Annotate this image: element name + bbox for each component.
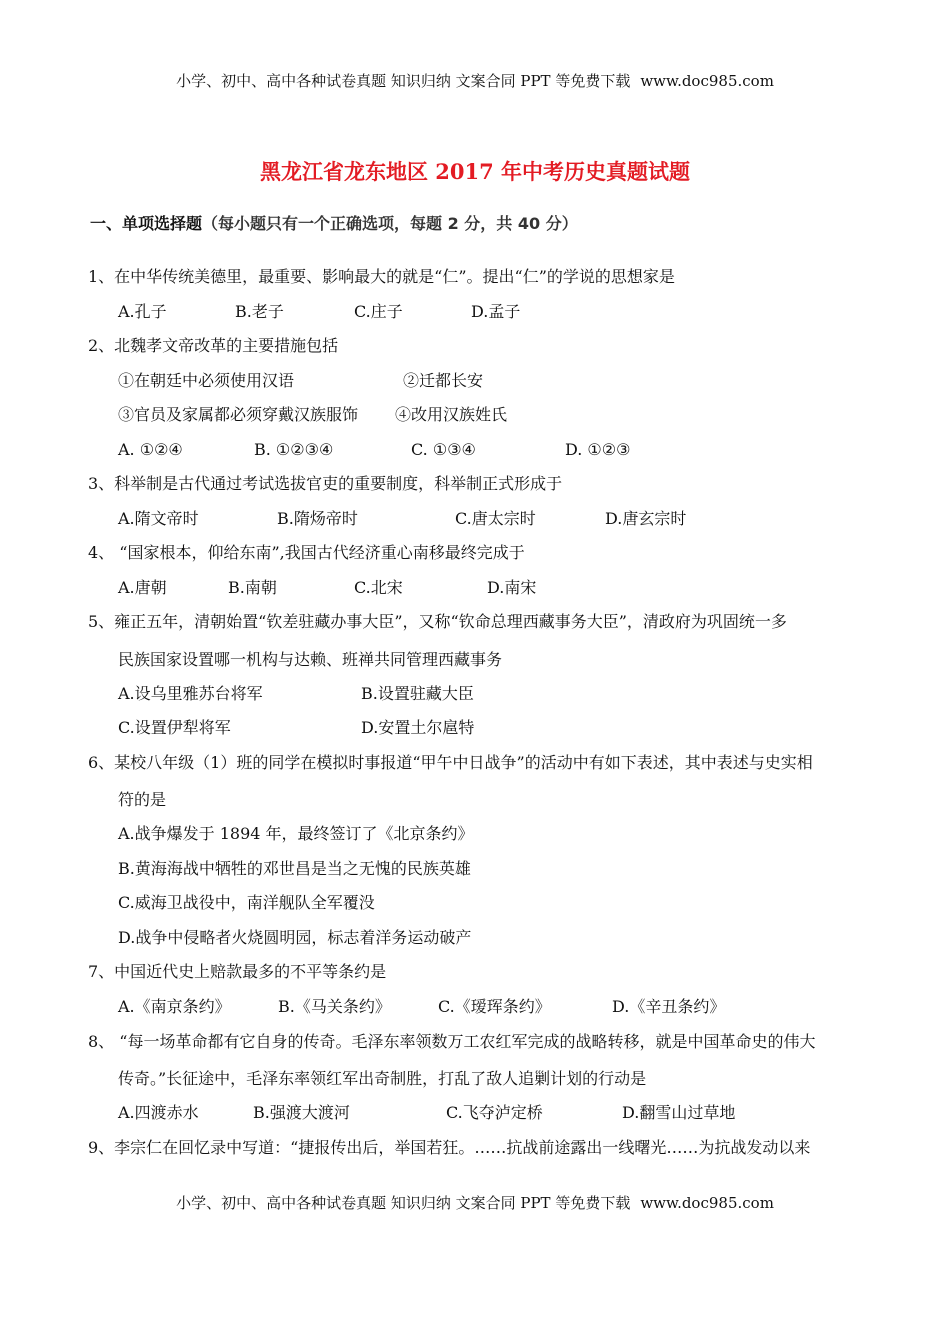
option: D.战争中侵略者火烧圆明园，标志着洋务运动破产 [118, 928, 472, 947]
question-stem: 9、李宗仁在回忆录中写道：“捷报传出后，举国若狂。……抗战前途露出一线曙光……为抗战发动以来 [88, 1138, 811, 1157]
option: A. ①②④ [118, 440, 183, 459]
option: C. ①③④ [411, 440, 476, 459]
option: A.唐朝 [118, 578, 167, 597]
page-header [0, 70, 950, 91]
question-stem: 4、 “国家根本，仰给东南”,我国古代经济重心南移最终完成于 [88, 543, 525, 562]
option: B.南朝 [228, 578, 277, 597]
option: B.设置驻藏大臣 [361, 684, 474, 703]
question-stem: 5、雍正五年，清朝始置“钦差驻藏办事大臣”，又称“钦命总理西藏事务大臣”，清政府为巩固统一多 [88, 612, 787, 631]
option: B.黄海海战中牺牲的邓世昌是当之无愧的民族英雄 [118, 859, 471, 878]
option: C.北宋 [354, 578, 403, 597]
header-text: 小学、初中、高中各种试卷真题 知识归纳 文案合同 PPT 等免费下载 [176, 72, 631, 90]
statement-item: ④改用汉族姓氏 [395, 405, 508, 424]
footer-url[interactable]: www.doc985.com [640, 1194, 774, 1212]
option: C.威海卫战役中，南洋舰队全军覆没 [118, 893, 375, 912]
question-stem: 7、中国近代史上赔款最多的不平等条约是 [88, 962, 387, 981]
option: A.设乌里雅苏台将军 [118, 684, 263, 703]
option: B. ①②③④ [254, 440, 334, 459]
statement-item: ③官员及家属都必须穿戴汉族服饰 [118, 405, 359, 424]
option: C.飞夺泸定桥 [446, 1103, 543, 1122]
option: D.翻雪山过草地 [622, 1103, 736, 1122]
statement-item: ②迁都长安 [403, 371, 484, 390]
page-title: 黑龙江省龙东地区 2017 年中考历史真题试题 [259, 159, 691, 184]
option: B.隋炀帝时 [277, 509, 358, 528]
option: A.孔子 [118, 302, 167, 321]
option: D.唐玄宗时 [605, 509, 687, 528]
question-stem: 3、科举制是古代通过考试选拔官吏的重要制度，科举制正式形成于 [88, 474, 563, 493]
option: C.唐太宗时 [455, 509, 536, 528]
statement-item: ①在朝廷中必须使用汉语 [118, 371, 295, 390]
option: D.孟子 [471, 302, 521, 321]
option: A.四渡赤水 [118, 1103, 199, 1122]
option: D.安置土尔扈特 [361, 718, 475, 737]
option: D. ①②③ [565, 440, 631, 459]
option: D.南宋 [487, 578, 537, 597]
option: B.强渡大渡河 [253, 1103, 350, 1122]
option: B.老子 [235, 302, 284, 321]
header-url[interactable]: www.doc985.com [640, 72, 774, 90]
option: D.《辛丑条约》 [612, 997, 726, 1016]
option: B.《马关条约》 [278, 997, 391, 1016]
question-stem: 2、北魏孝文帝改革的主要措施包括 [88, 336, 339, 355]
question-stem-continued: 传奇。”长征途中，毛泽东率领红军出奇制胜，打乱了敌人追剿计划的行动是 [118, 1069, 647, 1088]
section-note: （每小题只有一个正确选项，每题 2 分，共 40 分） [202, 214, 578, 233]
option: A.隋文帝时 [118, 509, 199, 528]
option: A.战争爆发于 1894 年，最终签订了《北京条约》 [118, 824, 474, 843]
question-stem-continued: 民族国家设置哪一机构与达赖、班禅共同管理西藏事务 [118, 650, 503, 669]
section-label: 一、单项选择题 [90, 214, 203, 233]
question-stem-continued: 符的是 [118, 790, 167, 809]
option: C.《瑷珲条约》 [438, 997, 551, 1016]
page-footer [0, 1192, 950, 1213]
option: A.《南京条约》 [118, 997, 231, 1016]
question-stem: 8、 “每一场革命都有它自身的传奇。毛泽东率领数万工农红军完成的战略转移，就是中国革命史的伟大 [88, 1032, 816, 1051]
option: C.庄子 [354, 302, 403, 321]
option: C.设置伊犁将军 [118, 718, 231, 737]
section-heading [90, 211, 578, 234]
question-stem: 6、某校八年级（1）班的同学在模拟时事报道“甲午中日战争”的活动中有如下表述，其中表述与史实相 [88, 753, 813, 772]
footer-text: 小学、初中、高中各种试卷真题 知识归纳 文案合同 PPT 等免费下载 [176, 1194, 631, 1212]
question-stem: 1、在中华传统美德里，最重要、影响最大的就是“仁”。提出“仁”的学说的思想家是 [88, 267, 675, 286]
